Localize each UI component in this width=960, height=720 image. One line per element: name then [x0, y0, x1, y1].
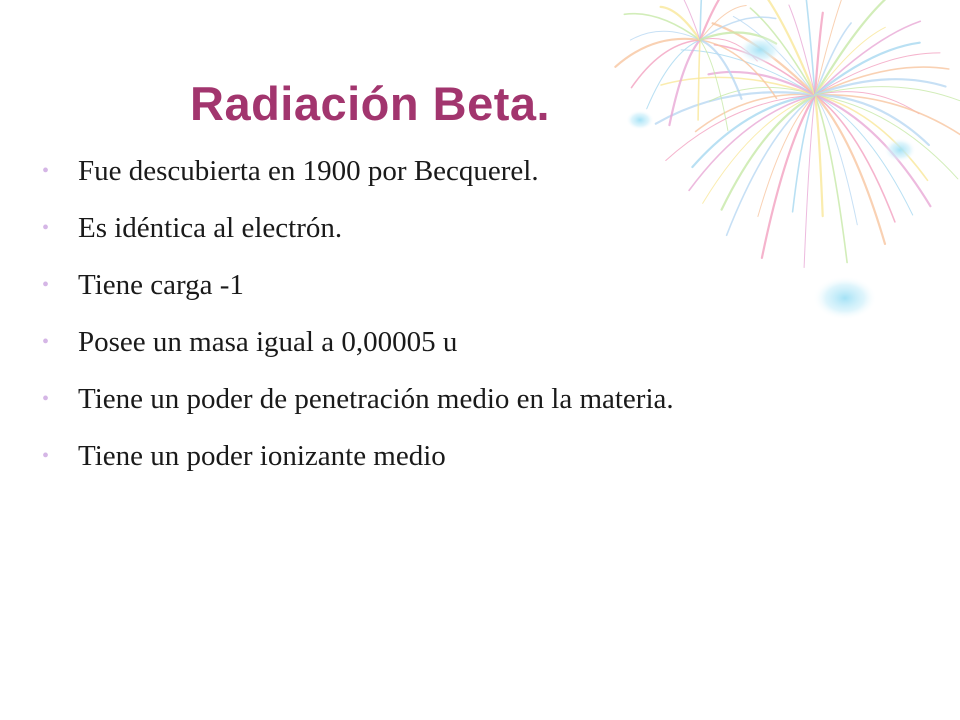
- blue-glow-dot: [813, 276, 877, 320]
- bullet-icon: •: [42, 331, 50, 353]
- firework-streak: [804, 95, 815, 268]
- list-item: [42, 378, 674, 435]
- bullet-text: Tiene un poder de penetración medio en la materia.: [78, 383, 674, 415]
- blue-glow-dot: [738, 36, 782, 64]
- blue-glow-dot: [626, 110, 654, 130]
- firework-streak: [689, 95, 815, 190]
- bullet-text: Posee un masa igual a 0,00005 u: [78, 326, 458, 358]
- bullet-icon: •: [42, 388, 50, 410]
- bullet-text: Tiene un poder ionizante medio: [78, 440, 446, 472]
- list-item: [42, 150, 674, 207]
- firework-streak: [632, 40, 701, 88]
- slide-title: Radiación Beta.: [190, 77, 551, 130]
- list-item: [42, 207, 674, 264]
- bullet-icon: •: [42, 160, 50, 182]
- bullet-icon: •: [42, 274, 50, 296]
- list-item: [42, 435, 674, 492]
- bullet-list: [42, 150, 674, 492]
- bullet-text: Es idéntica al electrón.: [78, 212, 343, 244]
- firework-streak: [815, 95, 847, 263]
- bullet-text: Fue descubierta en 1900 por Becquerel.: [78, 155, 539, 187]
- blue-glow-dot: [884, 138, 916, 162]
- list-item: [42, 264, 674, 321]
- firework-streak: [698, 40, 700, 120]
- firework-streak: [815, 95, 958, 179]
- firework-streak: [758, 95, 815, 217]
- firework-streak: [815, 95, 885, 244]
- bullet-icon: •: [42, 217, 50, 239]
- list-item: [42, 321, 674, 378]
- bullet-icon: •: [42, 445, 50, 467]
- bullet-text: Tiene carga -1: [78, 269, 244, 301]
- firework-streak: [624, 14, 700, 40]
